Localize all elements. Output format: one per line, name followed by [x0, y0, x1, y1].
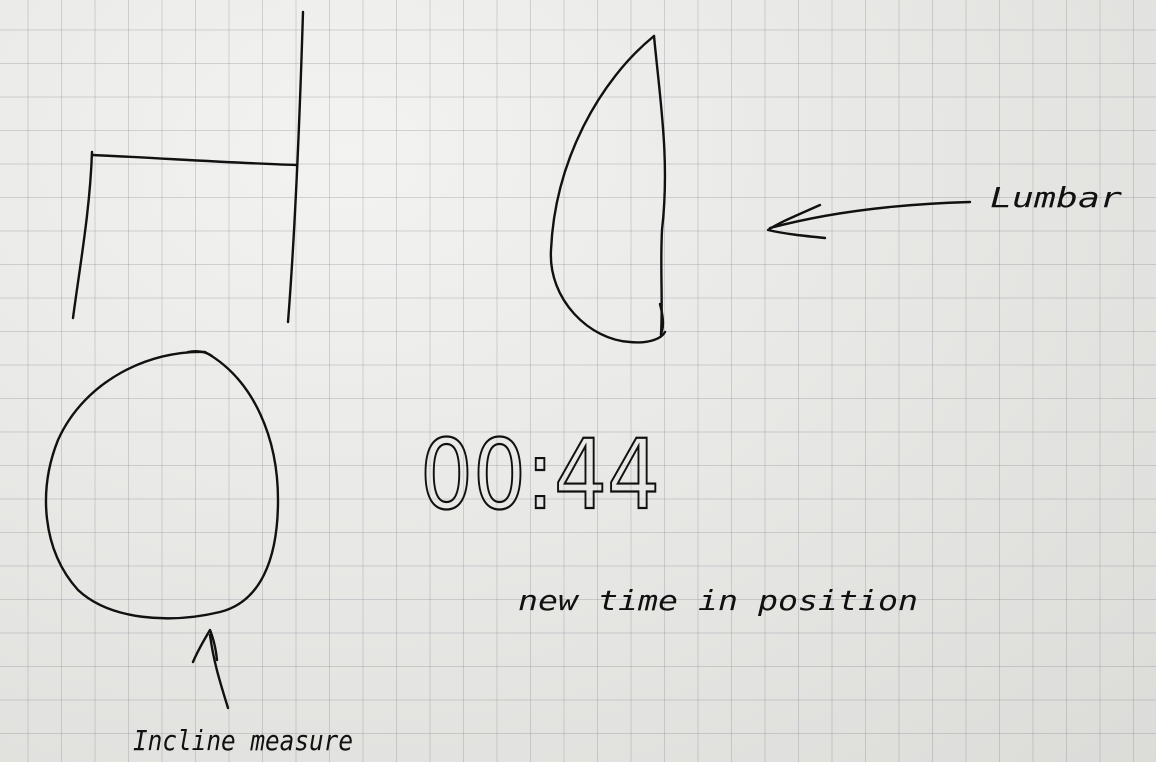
- lumbar-arrow-icon: [768, 202, 970, 238]
- timer-caption: new time in position: [518, 584, 918, 617]
- lumbar-label: Lumbar: [990, 181, 1123, 214]
- incline-label: Incline measure: [133, 724, 353, 757]
- lumbar-support-icon: [551, 36, 665, 342]
- timer-readout: 00:44: [420, 419, 660, 531]
- chair-seat-icon: [73, 12, 303, 322]
- incline-dial-icon: [46, 351, 278, 618]
- incline-arrow-icon: [193, 630, 228, 708]
